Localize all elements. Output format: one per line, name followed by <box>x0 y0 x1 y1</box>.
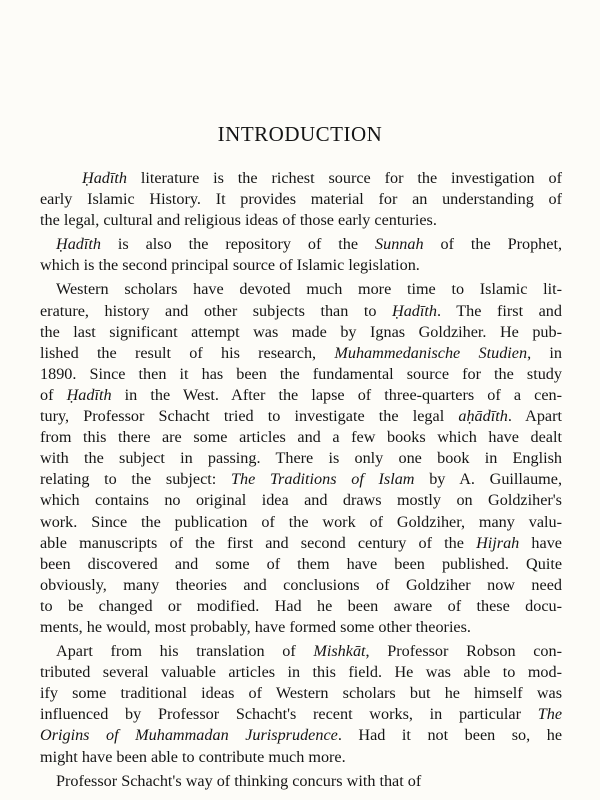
text-line: the legal, cultural and religious ideas of those early centuries. <box>40 211 437 230</box>
paragraph <box>40 168 562 231</box>
text-line: Apart from his translation of Mishkāt, Professor Robson con- <box>56 642 562 661</box>
text-line: to be changed or modified. Had he been aware of these docu- <box>40 596 562 615</box>
text-line: erature, history and other subjects than to Ḥadīth. The first and <box>40 301 562 320</box>
chapter-title: INTRODUCTION <box>217 122 383 146</box>
paragraph <box>40 771 562 792</box>
text-line: tury, Professor Schacht tried to investigate the legal aḥādīth. Apart <box>40 407 562 426</box>
text-line: might have been able to contribute much more. <box>40 747 346 766</box>
text-line: which is the second principal source of Islamic legislation. <box>40 256 420 275</box>
text-line: influenced by Professor Schacht's recent works, in particular The <box>40 705 562 724</box>
text-line: with the subject in passing. There is only one book in English <box>40 449 562 468</box>
text-line: the last significant attempt was made by Ignas Goldziher. He pub- <box>40 322 562 341</box>
text-line: able manuscripts of the first and second century of the Hijrah have <box>40 533 562 552</box>
text-line: ify some traditional ideas of Western scholars but he himself was <box>40 684 562 703</box>
paragraph <box>40 641 562 768</box>
text-line: 1890. Since then it has been the fundamental source for the study <box>40 364 562 383</box>
text-line: ments, he would, most probably, have formed some other theories. <box>40 617 471 636</box>
body-text <box>40 168 562 795</box>
text-line: relating to the subject: The Traditions of Islam by A. Guillaume, <box>40 470 563 489</box>
text-line: tributed several valuable articles in this field. He was able to mod- <box>40 663 562 682</box>
text-line: Professor Schacht's way of thinking concurs with that of <box>56 771 422 790</box>
text-line: work. Since the publication of the work of Goldziher, many valu- <box>40 512 562 531</box>
text-line: which contains no original idea and draws mostly on Goldziher's <box>40 491 562 510</box>
text-line: Origins of Muhammadan Jurisprudence. Had it not been so, he <box>40 726 563 745</box>
text-line: Western scholars have devoted much more time to Islamic lit- <box>56 280 562 299</box>
paragraph <box>40 234 562 276</box>
paragraph <box>40 279 562 638</box>
text-line: lished the result of his research, Muhammedanische Studien, in <box>40 343 562 362</box>
text-line: been discovered and some of them have been published. Quite <box>40 554 562 573</box>
text-line: Ḥadīth is also the repository of the Sunnah of the Prophet, <box>56 235 563 254</box>
text-line: early Islamic History. It provides material for an understanding of <box>40 190 562 209</box>
text-line: Ḥadīth literature is the richest source for the investigation of <box>82 169 562 187</box>
text-line: of Ḥadīth in the West. After the lapse of three-quarters of a cen- <box>40 385 563 404</box>
text-line: obviously, many theories and conclusions of Goldziher now need <box>40 575 562 594</box>
text-line: from this there are some articles and a few books which have dealt <box>40 428 562 447</box>
